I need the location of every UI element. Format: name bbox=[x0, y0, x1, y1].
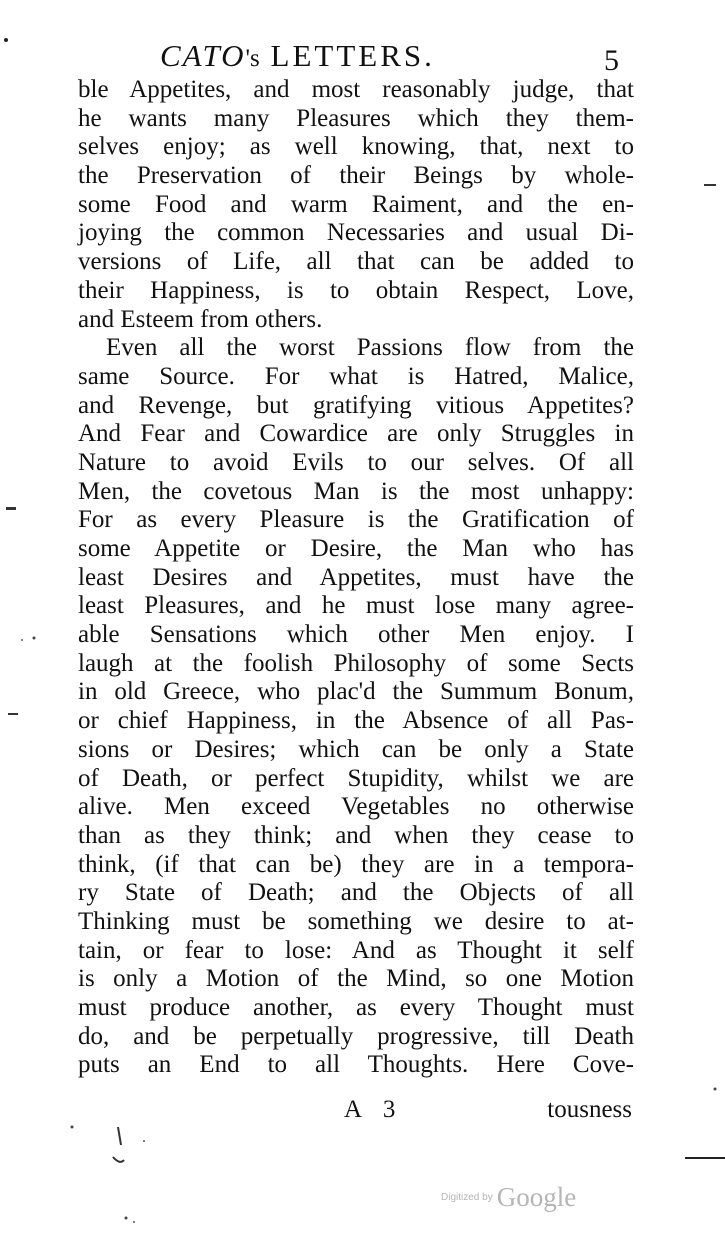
text-line: Thinking must be something we desire to at- bbox=[78, 907, 634, 935]
text-line: and Revenge, but gratifying vitious Appetites? bbox=[78, 391, 634, 419]
text-line: he wants many Pleasures which they them- bbox=[78, 104, 634, 132]
text-line: able Sensations which other Men enjoy. I bbox=[78, 621, 634, 649]
text-line: same Source. For what is Hatred, Malice, bbox=[78, 362, 634, 390]
text-line: puts an End to all Thoughts. Here Cove- bbox=[78, 1051, 634, 1079]
text-line: alive. Men exceed Vegetables no otherwise bbox=[78, 793, 634, 821]
text-line: versions of Life, all that can be added to bbox=[78, 248, 634, 276]
text-line: their Happiness, is to obtain Respect, Love, bbox=[78, 276, 634, 304]
text-line: and Esteem from others. bbox=[78, 305, 323, 333]
text-line: Men, the covetous Man is the most unhappy: bbox=[78, 477, 634, 505]
running-head-possessive: 's bbox=[245, 45, 260, 72]
text-line: some Food and warm Raiment, and the en- bbox=[78, 190, 634, 218]
text-line: of Death, or perfect Stupidity, whilst we are bbox=[78, 764, 634, 792]
text-line: least Desires and Appetites, must have the bbox=[78, 563, 634, 591]
paragraph-start-line: Even all the worst Passions flow from the bbox=[106, 334, 634, 362]
text-line: some Appetite or Desire, the Man who has bbox=[78, 535, 634, 562]
signature-mark: A 3 bbox=[344, 1096, 404, 1123]
text-line: ble Appetites, and most reasonably judge, that bbox=[78, 76, 634, 103]
text-line: in old Greece, who plac'd the Summum Bonum, bbox=[78, 678, 634, 706]
text-line: or chief Happiness, in the Absence of all Pas- bbox=[78, 707, 634, 735]
text-line: think, (if that can be) they are in a tempora- bbox=[78, 850, 634, 878]
text-line: do, and be perpetually progressive, till Death bbox=[78, 1022, 634, 1050]
catchword: tousness bbox=[547, 1096, 632, 1123]
watermark-logo: Google bbox=[496, 1182, 577, 1212]
text-line: And Fear and Cowardice are only Struggles in bbox=[78, 420, 634, 448]
text-line: Nature to avoid Evils to our selves. Of all bbox=[78, 448, 634, 476]
watermark-prefix: Digitized by bbox=[441, 1192, 493, 1203]
text-line: is only a Motion of the Mind, so one Motion bbox=[78, 965, 634, 993]
text-line: ry State of Death; and the Objects of all bbox=[78, 879, 634, 907]
page-number: 5 bbox=[604, 44, 619, 77]
running-head-italic: CATO bbox=[160, 38, 246, 73]
text-line: For as every Pleasure is the Gratification of bbox=[78, 506, 634, 534]
text-line: than as they think; and when they cease to bbox=[78, 821, 634, 849]
text-line: must produce another, as every Thought must bbox=[78, 994, 634, 1021]
text-line: sions or Desires; which can be only a State bbox=[78, 735, 634, 763]
text-line: tain, or fear to lose: And as Thought it self bbox=[78, 936, 634, 964]
text-line: selves enjoy; as well knowing, that, next to bbox=[78, 133, 634, 161]
text-line: joying the common Necessaries and usual Di- bbox=[78, 219, 634, 247]
text-line: the Preservation of their Beings by whole- bbox=[78, 162, 634, 190]
text-line: least Pleasures, and he must lose many agree- bbox=[78, 592, 634, 620]
running-head-rest: LETTERS. bbox=[259, 38, 435, 73]
text-line: laugh at the foolish Philosophy of some Sects bbox=[78, 649, 634, 677]
